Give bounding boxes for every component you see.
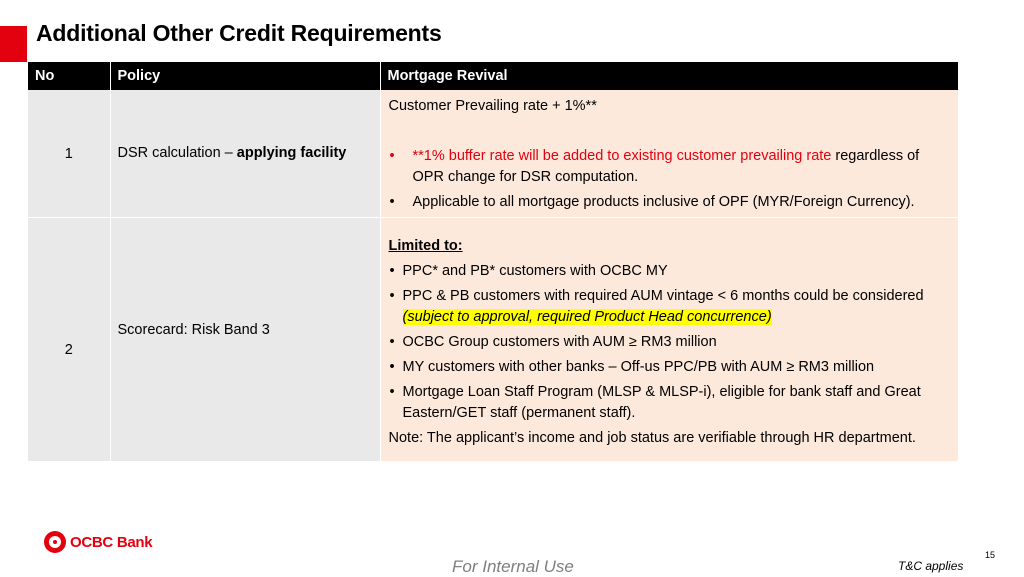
header-policy: Policy bbox=[110, 62, 380, 90]
page-number: 15 bbox=[985, 550, 996, 560]
tc-label: T&C applies bbox=[898, 559, 964, 573]
table-row bbox=[28, 218, 958, 462]
detail-cell bbox=[380, 90, 958, 218]
policy-text: Scorecard: Risk Band 3 bbox=[117, 321, 270, 338]
requirements-table bbox=[28, 62, 959, 462]
policy-text-bold: applying facility bbox=[236, 144, 347, 161]
header-no: No bbox=[28, 62, 110, 90]
detail-bullet-list bbox=[389, 146, 950, 213]
detail-heading: Limited to: bbox=[388, 238, 463, 254]
policy-cell bbox=[110, 218, 380, 462]
policy-cell bbox=[110, 90, 380, 218]
list-item: • OCBC Group customers with AUM ≥ RM3 million bbox=[389, 332, 950, 353]
table-row bbox=[28, 90, 958, 218]
list-item: • PPC* and PB* customers with OCBC MY bbox=[389, 261, 950, 282]
list-item: • MY customers with other banks – Off-us PPC/PB with AUM ≥ RM3 million bbox=[389, 357, 950, 378]
header-mortgage-revival: Mortgage Revival bbox=[380, 62, 958, 90]
policy-text: DSR calculation – bbox=[117, 144, 237, 161]
list-item: • PPC & PB customers with required AUM vintage < 6 months could be considered (subject to approval, required Product Head concurrence) bbox=[389, 286, 950, 328]
row-number: 2 bbox=[28, 218, 110, 462]
detail-bullet-list bbox=[389, 261, 950, 424]
accent-bar bbox=[0, 26, 27, 62]
detail-cell bbox=[380, 218, 958, 462]
ocbc-logo bbox=[44, 531, 152, 553]
list-item: • **1% buffer rate will be added to existing customer prevailing rate regardless of OPR change for DSR computation. bbox=[389, 146, 950, 188]
list-item: • Mortgage Loan Staff Program (MLSP & MLSP-i), eligible for bank staff and Great Eastern/GET staff (permanent staff). bbox=[389, 382, 950, 424]
detail-note: Note: The applicant’s income and job status are verifiable through HR department. bbox=[388, 430, 916, 446]
classification-label: For Internal Use bbox=[452, 557, 574, 576]
logo-text: OCBC Bank bbox=[70, 533, 153, 551]
list-item: • Applicable to all mortgage products inclusive of OPF (MYR/Foreign Currency). bbox=[389, 192, 950, 213]
row-number: 1 bbox=[28, 90, 110, 218]
detail-intro: Customer Prevailing rate + 1%** bbox=[388, 98, 597, 114]
highlighted-text: (subject to approval, required Product Head concurrence) bbox=[402, 309, 772, 325]
slide-title: Additional Other Credit Requirements bbox=[36, 20, 442, 46]
table-header-row bbox=[28, 62, 958, 90]
ocbc-logo-icon bbox=[44, 531, 66, 553]
